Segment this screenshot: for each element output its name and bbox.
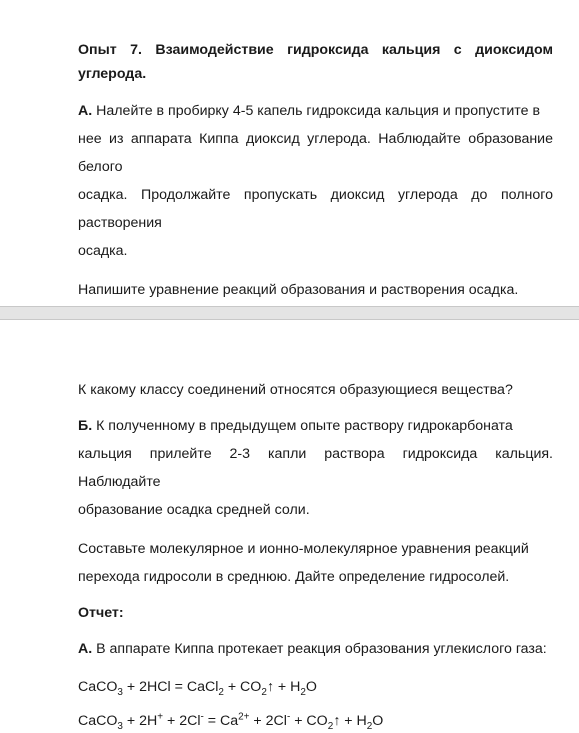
gas-arrow-icon: ↑ xyxy=(266,679,274,695)
part-a-line-2: нее из аппарата Киппа диоксид углерода. Наблюдайте образование белого xyxy=(78,131,553,175)
part-b-task xyxy=(78,535,553,591)
f1-sub: 3 xyxy=(117,686,123,698)
report-a-label: А. xyxy=(78,641,97,657)
part-b-line-1: К полученному в предыдущем опыте раствору гидрокарбоната xyxy=(96,418,513,434)
report-a-text: В аппарате Киппа протекает реакция образования углекислого газа: xyxy=(96,641,547,657)
page-break xyxy=(0,306,579,320)
part-a-paragraph xyxy=(78,97,553,265)
f1-sub: 2 xyxy=(218,686,224,698)
f2-sup: 2+ xyxy=(238,711,250,723)
f1-sub: 2 xyxy=(300,686,306,698)
gas-arrow-icon: ↑ xyxy=(333,713,341,729)
part-b-line-2: кальция прилейте 2-3 капли раствора гидроксида кальция. Наблюдайте xyxy=(78,446,553,490)
f2-part: + CO xyxy=(290,713,328,729)
report-a-paragraph xyxy=(78,635,553,663)
class-question: К какому классу соединений относятся образующиеся вещества? xyxy=(78,382,513,398)
formula-1 xyxy=(78,675,553,699)
page-1 xyxy=(0,0,579,306)
page-2-content xyxy=(78,376,553,733)
f2-part: + 2H xyxy=(122,713,158,729)
experiment-title: Опыт 7. Взаимодействие гидроксида кальция с диоксидом углерода. xyxy=(78,42,553,82)
f2-sub: 2 xyxy=(366,720,373,732)
f2-sub: 2 xyxy=(327,720,334,732)
f1-part: + 2HCl = CaCl xyxy=(122,679,219,695)
f1-part: + H xyxy=(273,679,301,695)
part-b-label: Б. xyxy=(78,418,97,434)
f2-part: = Ca xyxy=(203,713,239,729)
part-a-label: А. xyxy=(78,103,97,119)
f1-part: O xyxy=(305,679,317,695)
f1-part: + CO xyxy=(223,679,262,695)
f2-sup: - xyxy=(286,711,291,723)
page-1-content xyxy=(78,38,553,304)
f2-part: + 2Cl xyxy=(163,713,201,729)
f2-part: O xyxy=(372,713,384,729)
f1-part: CaCO xyxy=(78,679,118,695)
page-2 xyxy=(0,320,579,732)
f2-sup: - xyxy=(200,711,204,723)
f2-sup: + xyxy=(157,711,164,723)
report-heading xyxy=(78,599,553,627)
f2-part: + H xyxy=(340,713,367,729)
part-b-task-line-2: перехода гидросоли в среднюю. Дайте определение гидросолей. xyxy=(78,569,510,585)
part-a-line-3: осадка. Продолжайте пропускать диоксид углерода до полного растворения xyxy=(78,187,553,231)
part-b-task-line-1: Составьте молекулярное и ионно-молекулярное уравнения реакций xyxy=(78,541,529,557)
f1-sub: 2 xyxy=(261,686,267,698)
part-b-line-3: образование осадка средней соли. xyxy=(78,502,310,518)
part-a-task: Напишите уравнение реакций образования и растворения осадка. xyxy=(78,282,519,298)
part-b-paragraph xyxy=(78,412,553,524)
report-heading-text: Отчет: xyxy=(78,605,124,621)
part-a-line-4: осадка. xyxy=(78,243,128,259)
f2-sub: 3 xyxy=(117,720,123,732)
formula-2 xyxy=(78,709,553,733)
f2-part: + 2Cl xyxy=(249,713,287,729)
f2-part: CaCO xyxy=(78,713,118,729)
part-a-line-1: Налейте в пробирку 4-5 капель гидроксида кальция и пропустите в xyxy=(96,103,540,119)
